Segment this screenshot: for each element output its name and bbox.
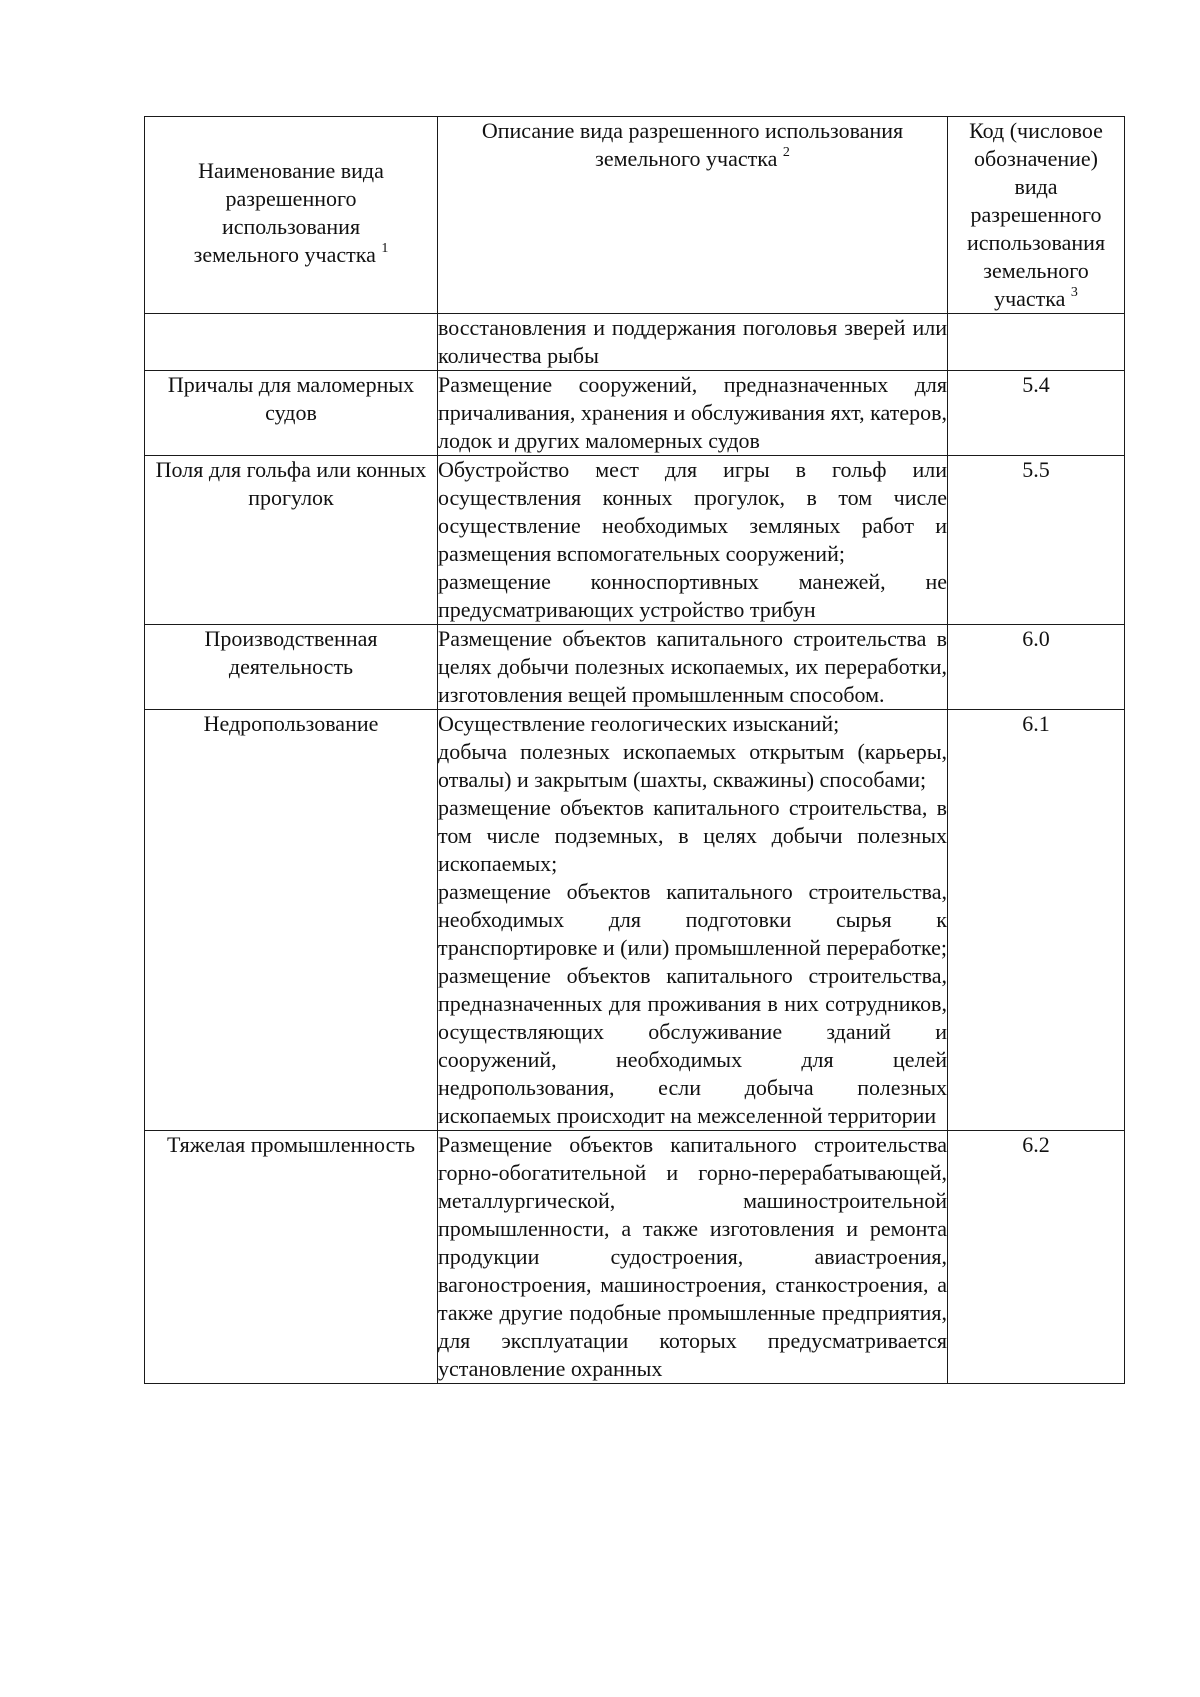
description-paragraph: добыча полезных ископаемых открытым (карьеры, отвалы) и закрытым (шахты, скважины) способами;	[438, 739, 947, 792]
description-paragraph: восстановления и поддержания поголовья зверей или количества рыбы	[438, 315, 947, 368]
row-name-cell: Тяжелая промышленность	[145, 1131, 438, 1384]
row-code-cell: 6.2	[948, 1131, 1125, 1384]
table-row	[145, 456, 1125, 625]
table-header-row	[145, 117, 1125, 314]
table-row	[145, 1131, 1125, 1384]
row-name-cell: Поля для гольфа или конных прогулок	[145, 456, 438, 625]
description-paragraph: размещение объектов капитального строительства, в том числе подземных, в целях добычи полезных ископаемых;	[438, 795, 947, 876]
description-paragraph: Размещение объектов капитального строительства в целях добычи полезных ископаемых, их переработки, изготовления вещей промышленным способом.	[438, 626, 947, 707]
row-description-cell	[438, 456, 948, 625]
row-name-cell	[145, 314, 438, 371]
header-description-footnote: 2	[782, 144, 790, 160]
description-paragraph: размещение объектов капитального строительства, необходимых для подготовки сырья к транспортировке и (или) промышленной переработке;	[438, 879, 947, 960]
header-code-cell	[948, 117, 1125, 314]
row-description-cell	[438, 1131, 948, 1384]
table-row	[145, 710, 1125, 1131]
row-description-cell	[438, 625, 948, 710]
table-row	[145, 371, 1125, 456]
table-row	[145, 314, 1125, 371]
row-name-cell: Недропользование	[145, 710, 438, 1131]
header-name-text: Наименование вида разрешенного использования земельного участка	[193, 158, 384, 267]
header-code-footnote: 3	[1070, 284, 1078, 300]
row-code-cell: 6.0	[948, 625, 1125, 710]
description-paragraph: Размещение объектов капитального строительства горно-обогатительной и горно-перерабатывающей, металлургической, машиностроительной промышленности, а также изготовления и ремонта продукции судостроения, авиастроения, вагоностроения, машиностроения, станкостроения, а также другие подобные промышленные предприятия, для эксплуатации которых предусматривается установление охранных	[438, 1132, 947, 1381]
header-description-cell	[438, 117, 948, 314]
header-name-cell	[145, 117, 438, 314]
row-name-cell: Причалы для маломерных судов	[145, 371, 438, 456]
header-description-text: Описание вида разрешенного использования земельного участка	[481, 118, 904, 171]
table-row	[145, 625, 1125, 710]
header-code-text: Код (числовое обозначение) вида разрешенного использования земельного участка	[966, 118, 1106, 311]
row-description-cell	[438, 710, 948, 1131]
row-description-cell	[438, 371, 948, 456]
row-description-cell	[438, 314, 948, 371]
description-paragraph: размещение объектов капитального строительства, предназначенных для проживания в них сотрудников, осуществляющих обслуживание зданий и сооружений, необходимых для целей недропользования, если добыча полезных ископаемых происходит на межселенной территории	[438, 963, 947, 1128]
row-name-cell: Производственная деятельность	[145, 625, 438, 710]
land-use-table	[144, 116, 1125, 1384]
description-paragraph: Обустройство мест для игры в гольф или осуществления конных прогулок, в том числе осуществление необходимых земляных работ и размещения вспомогательных сооружений;	[438, 457, 947, 566]
description-paragraph: Размещение сооружений, предназначенных для причаливания, хранения и обслуживания яхт, катеров, лодок и других маломерных судов	[438, 372, 947, 453]
header-name-footnote: 1	[381, 240, 389, 256]
row-code-cell: 6.1	[948, 710, 1125, 1131]
row-code-cell	[948, 314, 1125, 371]
row-code-cell: 5.5	[948, 456, 1125, 625]
description-paragraph: размещение конноспортивных манежей, не предусматривающих устройство трибун	[438, 569, 947, 622]
description-paragraph: Осуществление геологических изысканий;	[438, 711, 840, 736]
row-code-cell: 5.4	[948, 371, 1125, 456]
